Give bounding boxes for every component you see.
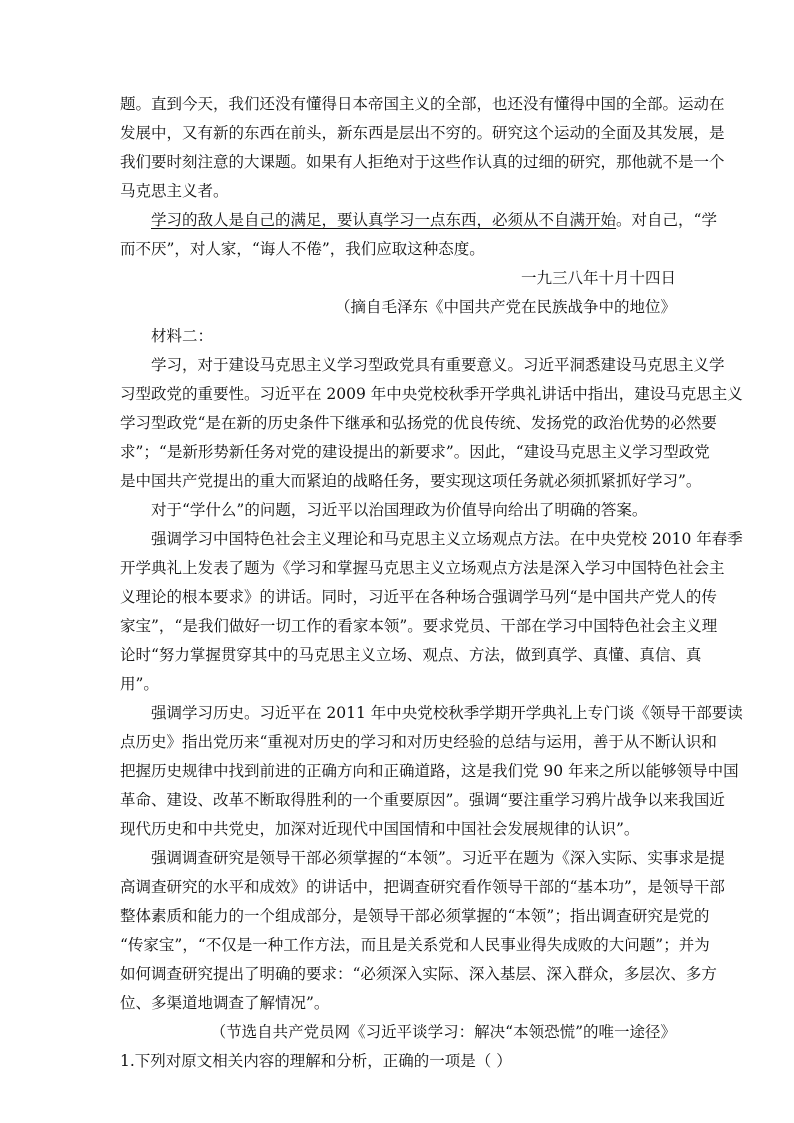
text-line: 而不厌”，对人家，“诲人不倦”，我们应取这种态度。: [120, 240, 485, 258]
text-line: 现代历史和中共党史，加深对近现代中国国情和中国社会发展规律的认识”。: [120, 820, 640, 838]
text-line: 论时“努力掌握贯穿其中的马克思主义立场、观点、方法，做到真学、真懂、真信、真: [120, 646, 702, 664]
text-line: 马克思主义者。: [120, 182, 229, 200]
source-citation: （节选自共产党员网《习近平谈学习：解决“本领恐慌”的唯一途径》: [210, 1023, 676, 1041]
date-line: 一九三八年十月十四日: [520, 269, 676, 287]
text-line: 位、多渠道地调查了解情况”。: [120, 994, 330, 1012]
question-line: 1.下列对原文相关内容的理解和分析，正确的一项是（ ）: [120, 1052, 512, 1070]
text-span: 。对自己，“学: [616, 211, 717, 229]
text-line: 对于“学什么”的问题，习近平以治国理政为价值导向给出了明确的答案。: [151, 501, 648, 519]
text-line: 强调学习历史。习近平在 2011 年中央党校秋季学期开学典礼上专门谈《领导干部要读: [151, 704, 743, 722]
text-line: 求”；“是新形势新任务对党的建设提出的新要求”。因此，“建设马克思主义学习型政党: [120, 443, 710, 461]
text-line: 高调查研究的水平和成效》的讲话中，把调查研究看作领导干部的“基本功”，是领导干部: [120, 878, 725, 896]
text-line: 是中国共产党提出的重大而紧迫的战略任务，要实现这项任务就必须抓紧抓好学习”。: [120, 472, 702, 490]
text-line: [120, 206, 717, 235]
text-line: 家宝”，“是我们做好一切工作的看家本领”。要求党员、干部在学习中国特色社会主义理: [120, 617, 718, 635]
text-line: 如何调查研究提出了明确的要求：“必须深入实际、深入基层、深入群众，多层次、多方: [120, 965, 717, 983]
text-line: 革命、建设、改革不断取得胜利的一个重要原因”。强调“要注重学习鸦片战争以来我国近: [120, 791, 725, 809]
text-line: 把握历史规律中找到前进的正确方向和正确道路，这是我们党 90 年来之所以能够领导中国: [120, 762, 739, 780]
text-line: 我们要时刻注意的大课题。如果有人拒绝对于这些作认真的过细的研究，那他就不是一个: [120, 153, 725, 171]
text-line: 发展中，又有新的东西在前头，新东西是层出不穷的。研究这个运动的全面及其发展，是: [120, 124, 725, 142]
text-line: 开学典礼上发表了题为《学习和掌握马克思主义立场观点方法是深入学习中国特色社会主: [120, 559, 725, 577]
text-line: 强调调查研究是领导干部必须掌握的“本领”。习近平在题为《深入实际、实事求是提: [151, 849, 725, 867]
text-line: “传家宝”，“不仅是一种工作方法，而且是关系党和人民事业得失成败的大问题”；并为: [120, 936, 710, 954]
document-page: [120, 90, 743, 1076]
text-line: 学习型政党“是在新的历史条件下继承和弘扬党的优良传统、发扬党的政治优势的必然要: [120, 414, 717, 432]
text-line: 义理论的根本要求》的讲话。同时，习近平在各种场合强调学马列“是中国共产党人的传: [120, 588, 717, 606]
text-line: 点历史》指出党历来“重视对历史的学习和对历史经验的总结与运用，善于从不断认识和: [120, 733, 717, 751]
text-line: 用”。: [120, 675, 159, 693]
material-label: 材料二：: [151, 327, 214, 345]
source-citation: （摘自毛泽东《中国共产党在民族战争中的地位》: [334, 298, 676, 316]
text-line: 学习，对于建设马克思主义学习型政党具有重要意义。习近平洞悉建设马克思主义学: [151, 356, 725, 374]
text-line: 题。直到今天，我们还没有懂得日本帝国主义的全部，也还没有懂得中国的全部。运动在: [120, 95, 725, 113]
text-line: 强调学习中国特色社会主义理论和马克思主义立场观点方法。在中央党校 2010 年春季: [151, 530, 743, 548]
underlined-quote: 学习的敌人是自己的满足，要认真学习一点东西，必须从不自满开始: [151, 211, 617, 229]
text-line: 整体素质和能力的一个组成部分，是领导干部必须掌握的“本领”；指出调查研究是党的: [120, 907, 710, 925]
text-line: 习型政党的重要性。习近平在 2009 年中央党校秋季开学典礼讲话中指出，建设马克思主义: [120, 385, 743, 403]
